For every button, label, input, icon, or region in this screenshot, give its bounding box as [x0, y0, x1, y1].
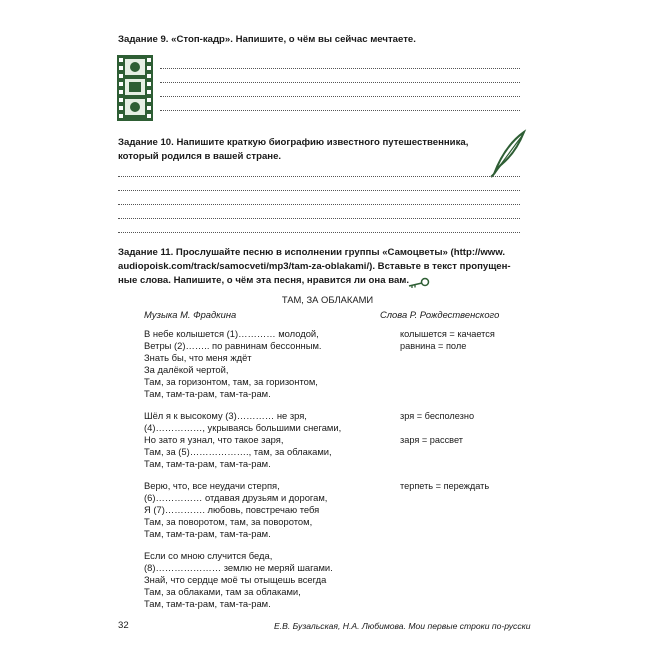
song-line: Знай, что сердце моё ты отыщешь всегда — [144, 574, 327, 585]
answer-line[interactable] — [160, 110, 520, 111]
song-line: (8)………………… землю не меряй шагами. — [144, 562, 333, 573]
film-strip-icon — [116, 54, 154, 122]
task11-heading-line1: Задание 11. Прослушайте песню в исполнении группы «Самоцветы» (http://www. — [118, 247, 506, 258]
answer-line[interactable] — [118, 176, 520, 177]
answer-line[interactable] — [118, 190, 520, 191]
song-line: Шёл я к высокому (3)………… не зря, — [144, 410, 307, 421]
gloss-note: равнина = поле — [400, 341, 467, 351]
page-number: 32 — [118, 620, 129, 631]
song-line: Там, за облаками, там за облаками, — [144, 586, 301, 597]
song-line: Там, за горизонтом, там, за горизонтом, — [144, 376, 318, 387]
answer-line[interactable] — [160, 96, 520, 97]
gloss-note: колышется = качается — [400, 329, 495, 339]
gloss-note: заря = рассвет — [400, 435, 463, 445]
footer-credit: Е.В. Бузальская, Н.А. Любимова. Мои первые строки по-русски — [274, 621, 531, 631]
answer-line[interactable] — [118, 232, 520, 233]
song-line: Если со мною случится беда, — [144, 550, 273, 561]
song-line: За далёкой чертой, — [144, 364, 229, 375]
song-title: ТАМ, ЗА ОБЛАКАМИ — [281, 294, 374, 305]
song-line: Там, за поворотом, там, за поворотом, — [144, 516, 313, 527]
task9-heading: Задание 9. «Стоп-кадр». Напишите, о чём вы сейчас мечтаете. — [118, 34, 416, 45]
song-line: (6)…………… отдавая друзьям и дорогам, — [144, 492, 328, 503]
song-line: Но зато я узнал, что такое заря, — [144, 434, 284, 445]
key-icon — [408, 276, 430, 288]
song-line: Ветры (2)…….. по равнинам бессонным. — [144, 340, 322, 351]
answer-line[interactable] — [118, 218, 520, 219]
gloss-note: терпеть = переждать — [400, 481, 490, 491]
music-credit: Музыка М. Фрадкина — [144, 309, 237, 320]
quill-pen-icon — [488, 128, 528, 178]
lyrics-credit: Слова Р. Рождественского — [380, 309, 500, 320]
task10-heading-line2: который родился в вашей стране. — [118, 151, 282, 162]
song-line: Там, там-та-рам, там-та-рам. — [144, 458, 271, 469]
task10-heading-line1: Задание 10. Напишите краткую биографию известного путешественника, — [118, 137, 469, 148]
song-line: Там, за (5)………………., там, за облаками, — [144, 446, 332, 457]
song-line: Я (7)…………. любовь, повстречаю тебя — [144, 504, 320, 515]
song-line: Там, там-та-рам, там-та-рам. — [144, 528, 271, 539]
footer-credit-wrap — [274, 621, 530, 632]
answer-line[interactable] — [160, 82, 520, 83]
song-line: Там, там-та-рам, там-та-рам. — [144, 598, 271, 609]
song-line: В небе колышется (1)………… молодой, — [144, 328, 319, 339]
gloss-note: зря = бесполезно — [400, 411, 475, 421]
song-line: (4)……………, укрываясь большими снегами, — [144, 422, 342, 433]
task11-heading-line2: audiopoisk.com/track/samocveti/mp3/tam-za-oblakami/). Вставьте в текст пропущен- — [118, 261, 511, 272]
song-line: Знать бы, что меня ждёт — [144, 352, 252, 363]
answer-line[interactable] — [160, 68, 520, 69]
task11-heading-line3: ные слова. Напишите, о чём эта песня, нравится ли она вам. — [118, 275, 410, 286]
song-line: Там, там-та-рам, там-та-рам. — [144, 388, 271, 399]
song-line: Верю, что, все неудачи стерпя, — [144, 480, 280, 491]
answer-line[interactable] — [118, 204, 520, 205]
